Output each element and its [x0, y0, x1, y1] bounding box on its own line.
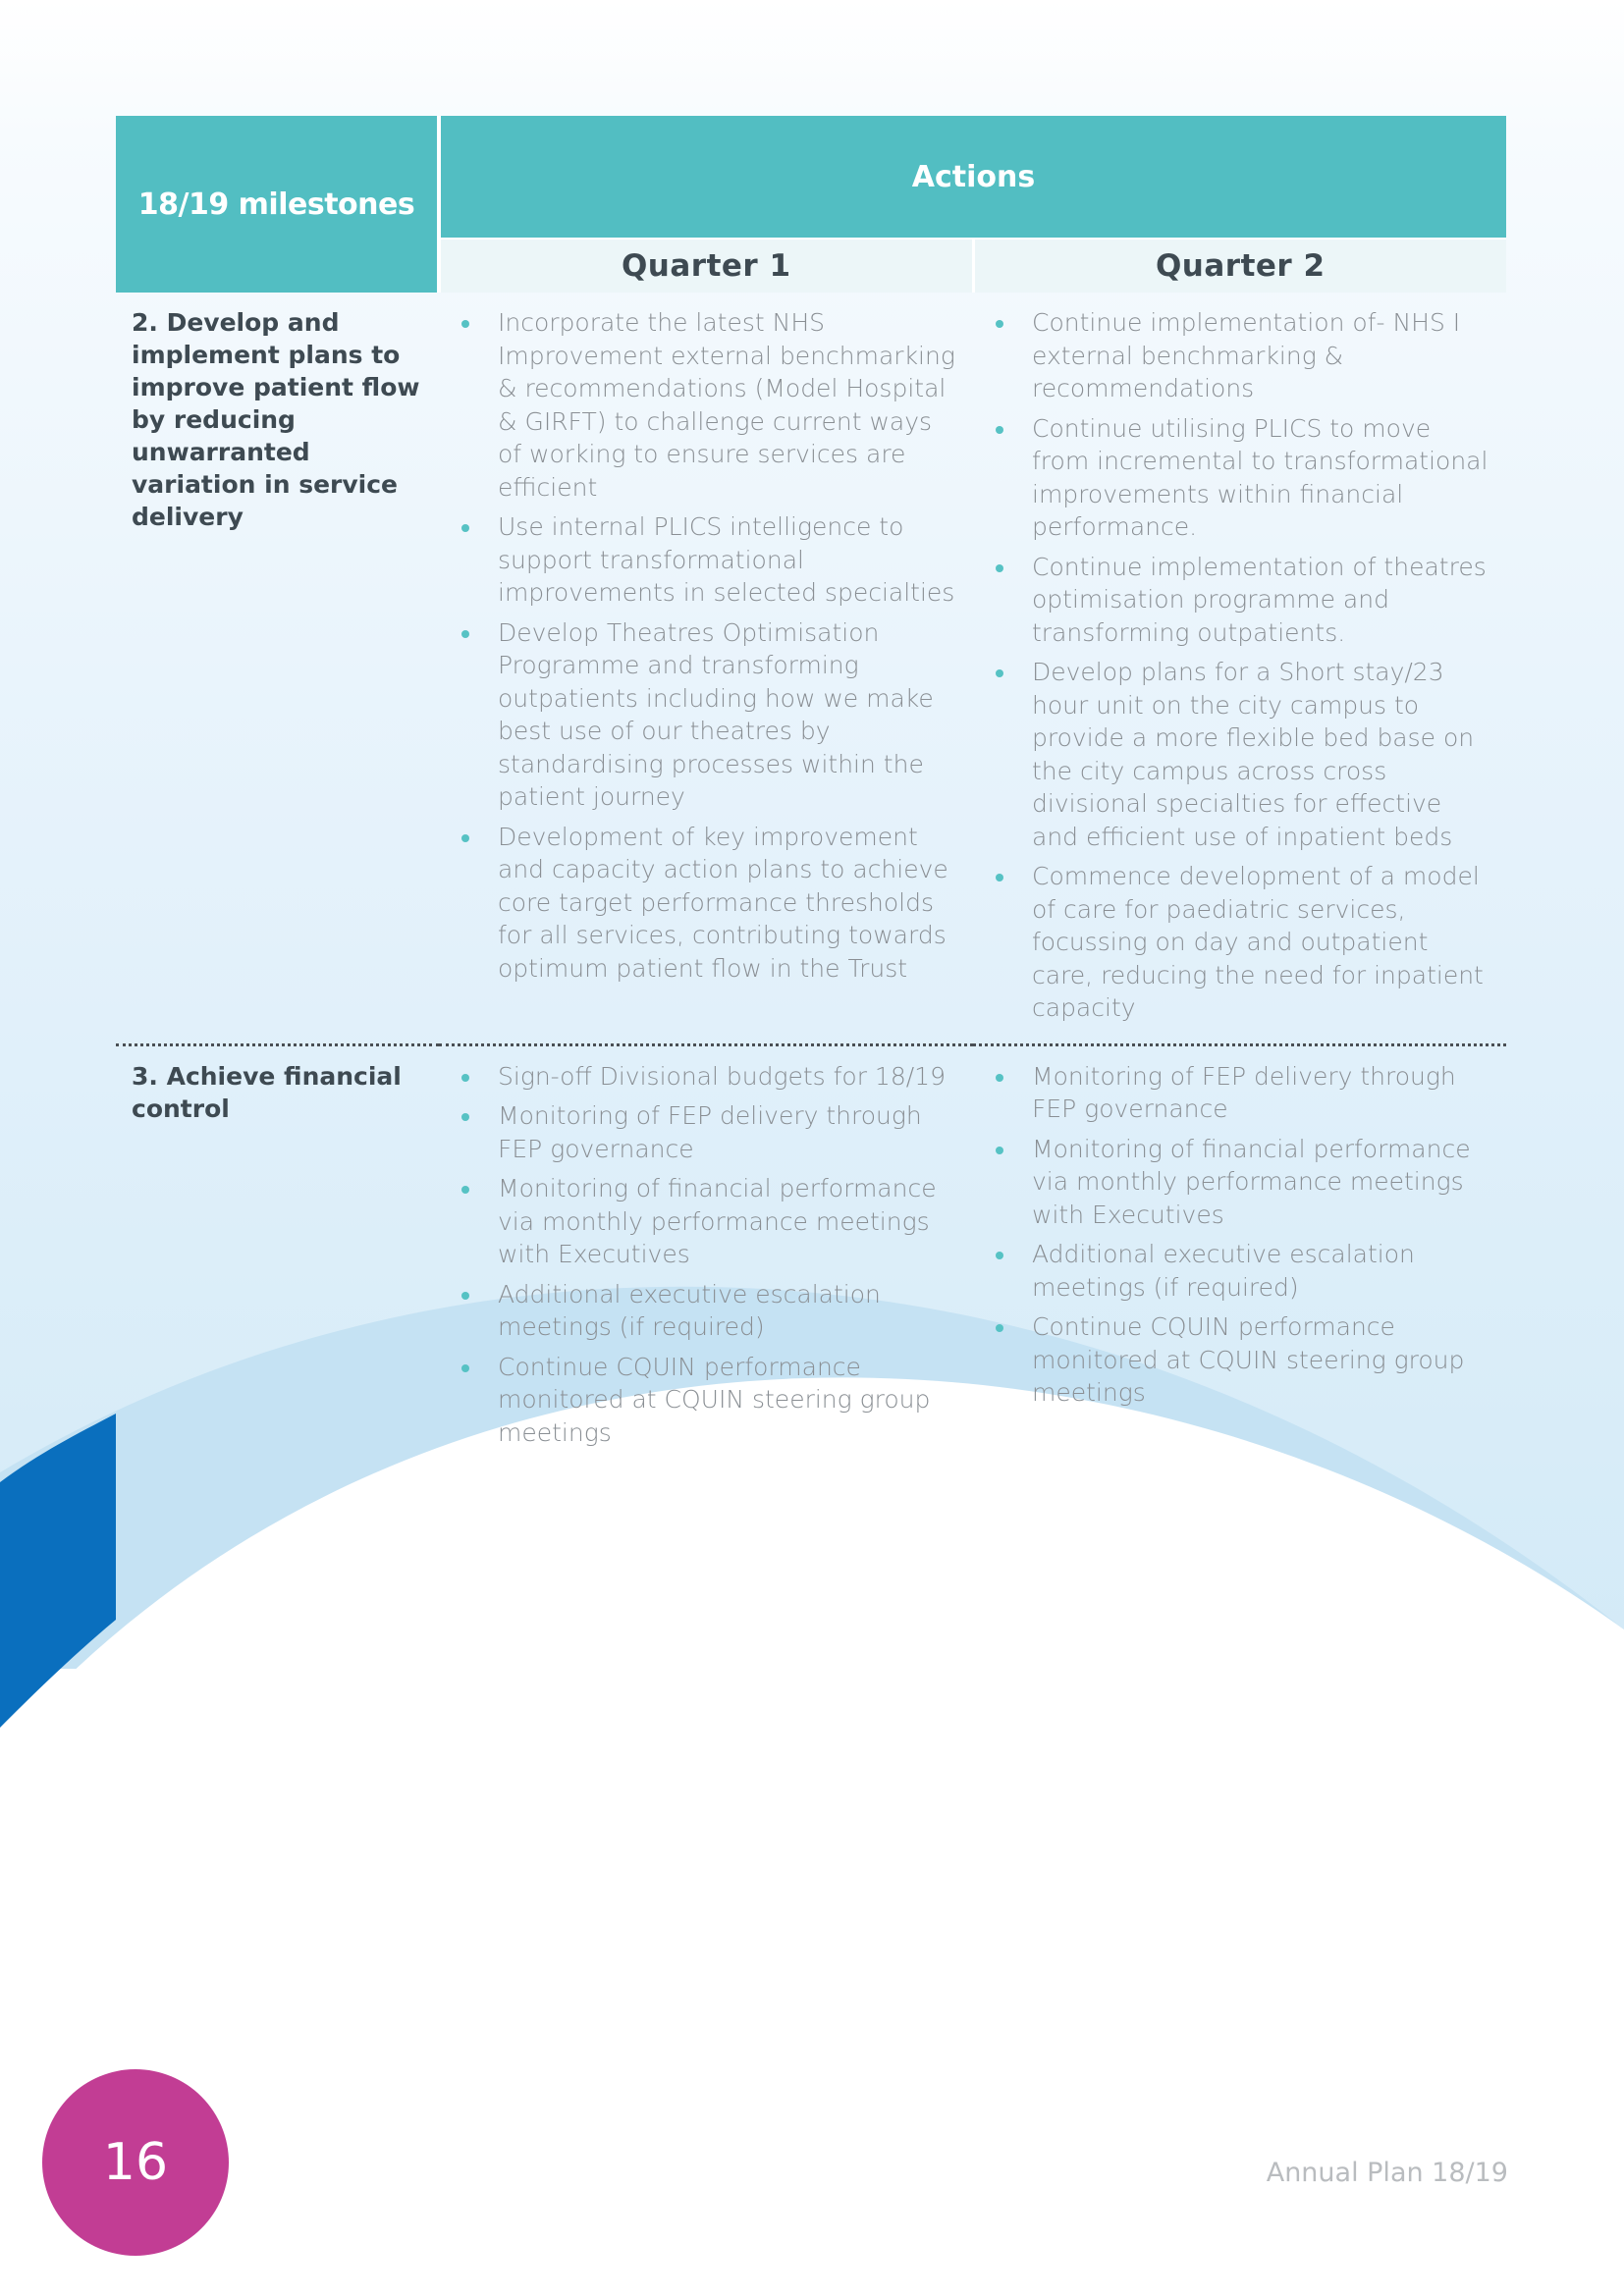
quarter-1-actions [439, 293, 973, 1044]
bullet-icon [461, 1074, 469, 1082]
action-text: Monitoring of FEP delivery through FEP governance [1032, 1061, 1456, 1123]
bullet-icon [461, 1186, 469, 1194]
action-text: Incorporate the latest NHS Improvement external benchmarking & recommendations (Model Hospital & GIRFT) to challenge current ways of working to ensure services are efficient [498, 308, 955, 502]
action-text: Continue implementation of- NHS I external benchmarking & recommendations [1032, 308, 1461, 402]
bullet-icon [996, 874, 1003, 881]
action-text: Develop plans for a Short stay/23 hour unit on the city campus to provide a more flexible bed base on the city campus across cross divisional specialties for effective and efficient use of inpatient beds [1032, 658, 1475, 851]
action-text: Continue utilising PLICS to move from incremental to transformational improvements within financial performance. [1032, 413, 1489, 541]
bullet-icon [996, 1074, 1003, 1082]
document-title: Annual Plan 18/19 [1266, 2158, 1508, 2188]
bullet-icon [996, 564, 1003, 572]
list-item [993, 1238, 1494, 1304]
action-text: Develop Theatres Optimisation Programme and transforming outpatients including how we make best use of our theatres by standardising processes within the patient journey [498, 617, 934, 811]
list-item [459, 821, 961, 986]
bullet-icon [461, 1292, 469, 1300]
bullet-icon [461, 524, 469, 532]
milestone-financial-control: 3. Achieve financial control [116, 1044, 439, 1468]
list-item [459, 1099, 961, 1165]
list-item [993, 306, 1494, 405]
action-text: Continue CQUIN performance monitored at CQUIN steering group meetings [498, 1352, 931, 1447]
milestones-table [116, 116, 1506, 1468]
bullet-icon [996, 1252, 1003, 1259]
action-text: Monitoring of financial performance via monthly performance meetings with Executives [1032, 1134, 1471, 1229]
milestone-patient-flow: 2. Develop and implement plans to improve patient flow by reducing unwarranted variation in service delivery [132, 308, 420, 531]
bullet-icon [461, 630, 469, 638]
page-number: 16 [102, 2133, 169, 2192]
list-item [993, 551, 1494, 650]
quarter-1-actions [439, 1044, 973, 1468]
list-item [459, 1278, 961, 1344]
list-item [993, 1310, 1494, 1410]
table-row [116, 1044, 1506, 1468]
quarter-2-header: Quarter 2 [973, 239, 1506, 293]
bullet-icon [996, 1324, 1003, 1332]
quarter-2-actions [973, 1044, 1506, 1468]
bullet-icon [996, 426, 1003, 434]
list-item [993, 656, 1494, 853]
bullet-icon [461, 834, 469, 842]
bullet-icon [461, 1113, 469, 1121]
action-text: Monitoring of financial performance via monthly performance meetings with Executives [498, 1174, 937, 1268]
action-text: Monitoring of FEP delivery through FEP governance [498, 1101, 922, 1163]
milestones-header: 18/19 milestones [116, 116, 439, 293]
list-item [993, 1133, 1494, 1232]
action-text: Commence development of a model of care for paediatric services, focussing on day and outpatient care, reducing the need for inpatient capacity [1032, 862, 1484, 1022]
actions-header: Actions [439, 116, 1506, 239]
action-text: Continue CQUIN performance monitored at CQUIN steering group meetings [1032, 1312, 1465, 1407]
list-item [459, 1351, 961, 1450]
bullet-icon [461, 320, 469, 328]
action-text: Development of key improvement and capacity action plans to achieve core target performance thresholds for all services, contributing towards optimum patient flow in the Trust [498, 822, 948, 983]
action-text: Continue implementation of theatres optimisation programme and transforming outpatients. [1032, 552, 1487, 647]
page-number-badge [42, 2069, 229, 2256]
list-item [993, 1060, 1494, 1126]
quarter-1-header: Quarter 1 [439, 239, 973, 293]
quarter-2-actions [973, 293, 1506, 1044]
action-text: Use internal PLICS intelligence to support transformational improvements in selected specialties [498, 512, 955, 607]
list-item [459, 1060, 961, 1094]
list-item [459, 1172, 961, 1271]
bullet-icon [996, 320, 1003, 328]
list-item [993, 412, 1494, 544]
list-item [993, 860, 1494, 1025]
list-item [459, 306, 961, 504]
list-item [459, 616, 961, 814]
bullet-icon [996, 669, 1003, 677]
bullet-icon [996, 1147, 1003, 1154]
action-text: Sign-off Divisional budgets for 18/19 [498, 1061, 946, 1091]
action-text: Additional executive escalation meetings (if required) [1032, 1240, 1415, 1302]
action-text: Additional executive escalation meetings (if required) [498, 1279, 881, 1341]
list-item [459, 510, 961, 610]
table-row [116, 293, 1506, 1044]
bullet-icon [461, 1364, 469, 1372]
